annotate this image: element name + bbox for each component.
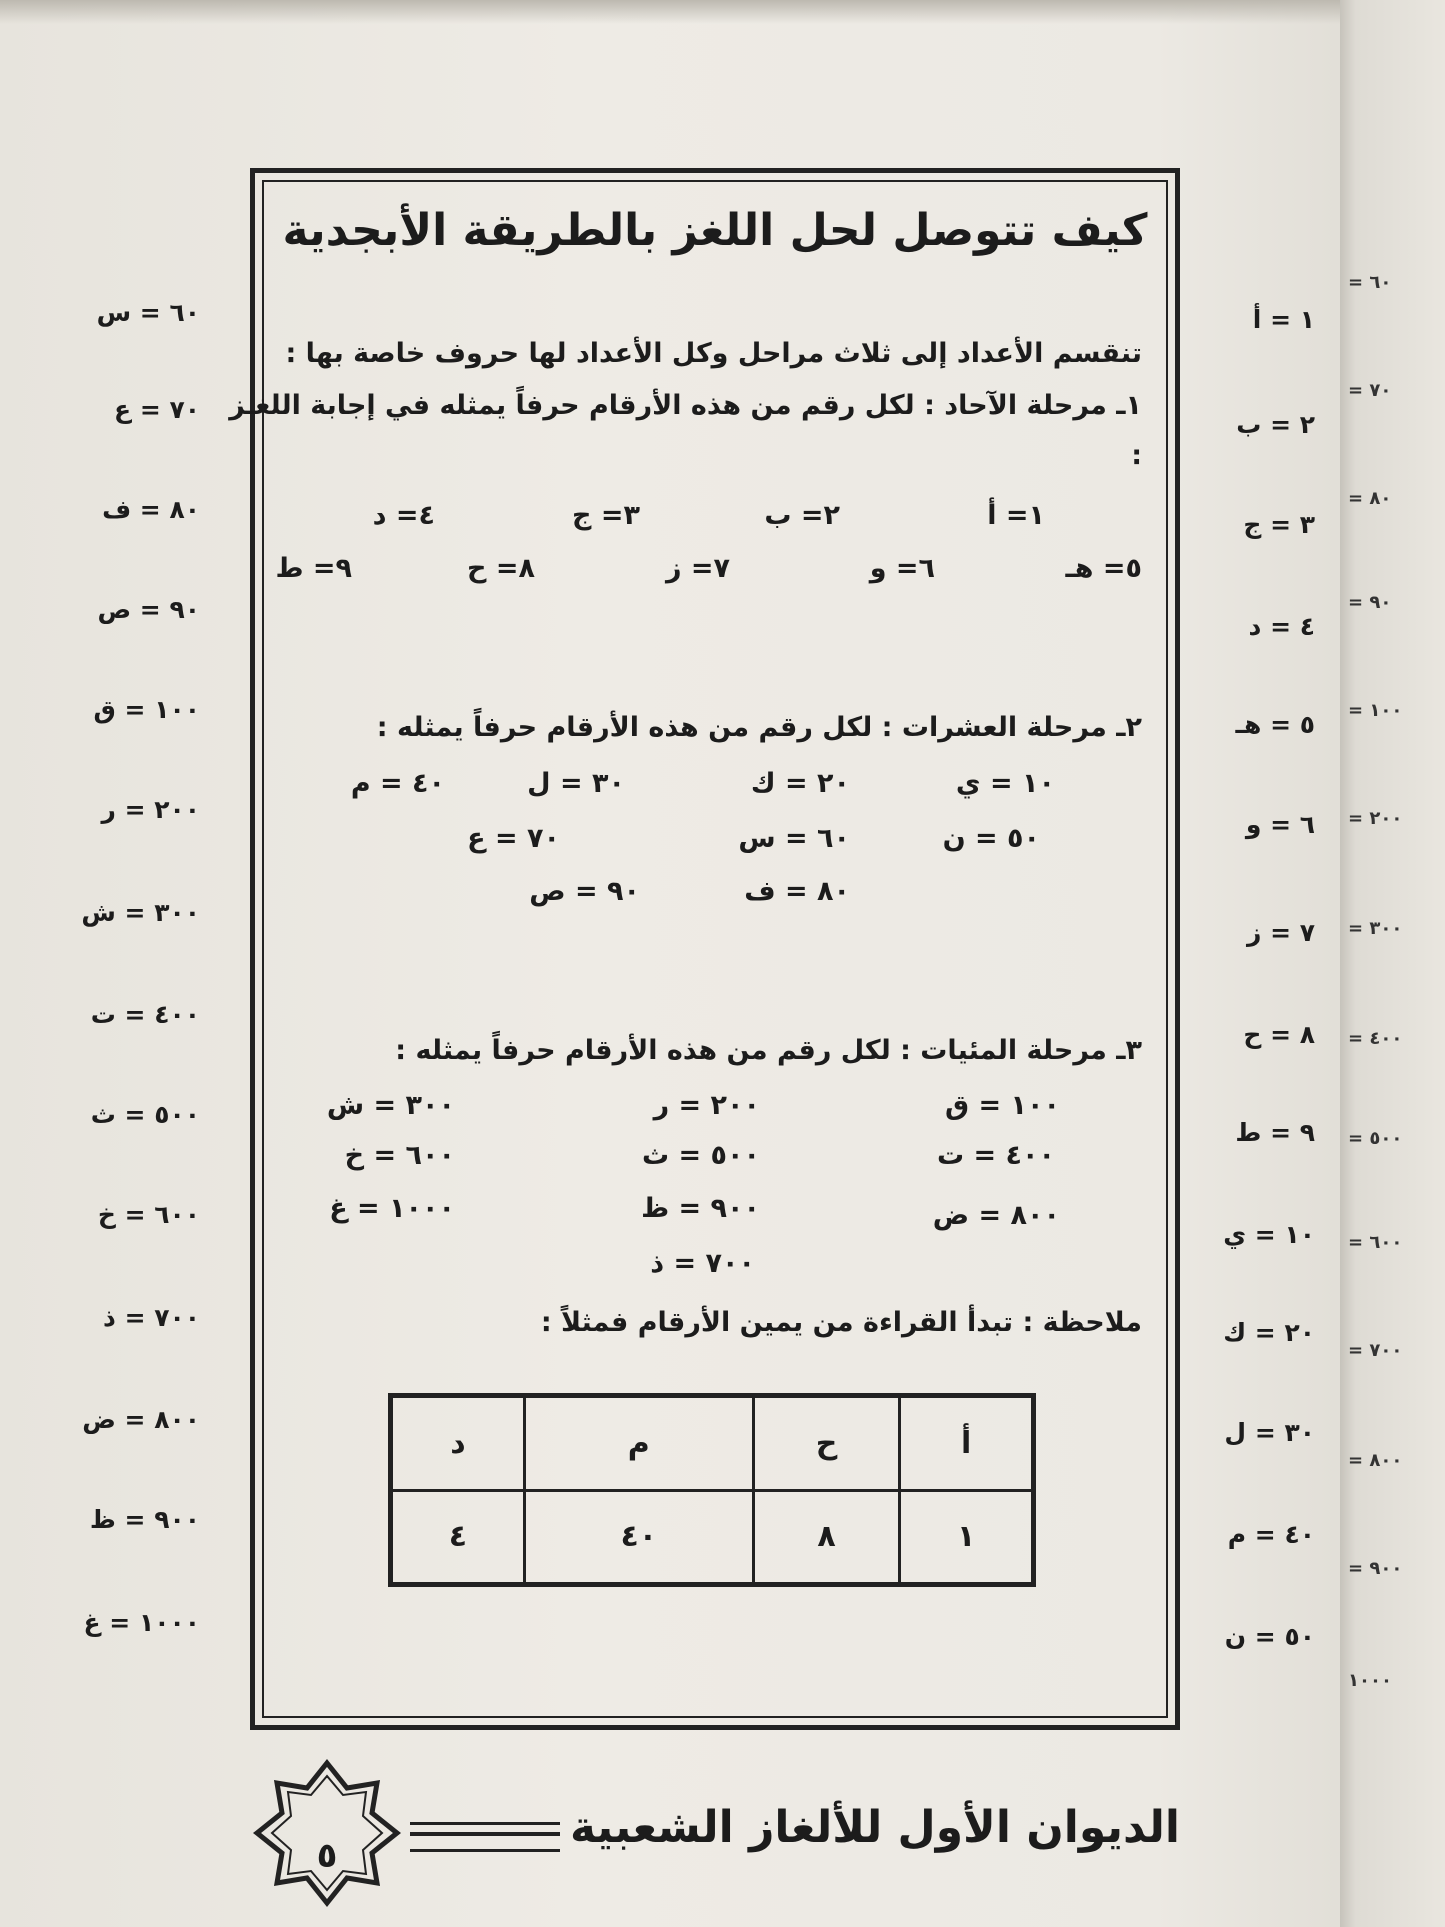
left-margin-item: ٧٠٠ = ذ — [103, 1303, 200, 1332]
stage1-value: ٧= ز — [665, 553, 730, 584]
left-margin-item: ٣٠٠ = ش — [81, 898, 200, 927]
right-edge-item: ١٠٠٠ — [1348, 1670, 1392, 1691]
table-cell: ٤٠ — [524, 1490, 753, 1585]
right-edge-item: ٨٠ = — [1348, 488, 1392, 509]
stage1-heading-colon: : — [1131, 440, 1142, 471]
stage1-value: ٨= ح — [467, 553, 535, 584]
right-margin-item: ٩ = ط — [1235, 1118, 1315, 1147]
table-cell: د — [391, 1396, 525, 1491]
right-edge-item: ٩٠ = — [1348, 592, 1392, 613]
left-margin-item: ١٠٠ = ق — [93, 695, 200, 724]
stage3-value: ٣٠٠ = ش — [326, 1090, 455, 1121]
right-edge-item: ٦٠ = — [1348, 272, 1392, 293]
right-edge-item: ٥٠٠ = — [1348, 1128, 1403, 1149]
stage2-value: ٦٠ = س — [738, 823, 850, 854]
right-margin-item: ١ = أ — [1252, 305, 1315, 334]
table-cell: ٤ — [391, 1490, 525, 1585]
table-row — [391, 1396, 1034, 1491]
stage1-value: ١= أ — [987, 500, 1045, 531]
right-margin-item: ٣ = ج — [1243, 510, 1315, 539]
right-margin-item: ٨ = ح — [1243, 1020, 1315, 1049]
page-footer — [250, 1800, 1180, 1876]
stage1-value: ٦= و — [869, 553, 935, 584]
left-margin-item: ٥٠٠ = ث — [90, 1100, 200, 1129]
right-margin-item: ٧ = ز — [1246, 918, 1315, 947]
left-margin-item: ١٠٠٠ = غ — [83, 1608, 200, 1637]
intro-text: تنقسم الأعداد إلى ثلاث مراحل وكل الأعداد لها حروف خاصة بها : — [285, 338, 1142, 369]
left-margin-item: ٨٠٠ = ض — [82, 1405, 200, 1434]
stage3-value: ٧٠٠ = ذ — [650, 1248, 755, 1279]
right-margin-item: ٤ = د — [1248, 612, 1315, 641]
stage3-value: ٥٠٠ = ث — [641, 1140, 760, 1171]
left-margin-item: ٤٠٠ = ت — [90, 1000, 200, 1029]
stage2-value: ٢٠ = ك — [750, 768, 850, 799]
right-edge-item: ٨٠٠ = — [1348, 1450, 1403, 1471]
left-margin-item: ٦٠ = س — [96, 298, 200, 327]
stage1-value: ٣= ج — [572, 500, 640, 531]
stage3-heading: ٣ـ مرحلة المئيات : لكل رقم من هذه الأرقام حرفاً يمثله : — [395, 1035, 1142, 1066]
right-edge-item: ٣٠٠ = — [1348, 918, 1403, 939]
right-edge-item: ٢٠٠ = — [1348, 808, 1403, 829]
stage2-value: ٧٠ = ع — [467, 823, 560, 854]
page-title: كيف تتوصل لحل اللغز بالطريقة الأبجدية — [282, 205, 1148, 256]
table-cell: أ — [900, 1396, 1034, 1491]
stage3-value: ٦٠٠ = خ — [344, 1140, 455, 1171]
stage2-value: ١٠ = ي — [955, 768, 1055, 799]
footer-divider — [410, 1822, 560, 1852]
right-margin-item: ٣٠ = ل — [1224, 1418, 1315, 1447]
table-cell: ٨ — [753, 1490, 899, 1585]
stage1-value: ٥= هـ — [1065, 553, 1142, 584]
table-row — [391, 1490, 1034, 1585]
stage2-value: ٩٠ = ص — [529, 876, 640, 907]
left-margin-item: ٩٠٠ = ظ — [89, 1505, 200, 1534]
example-table — [388, 1393, 1036, 1587]
right-edge-item: ١٠٠ = — [1348, 700, 1403, 721]
page-top-shadow — [0, 0, 1445, 24]
left-margin-item: ٩٠ = ص — [97, 595, 200, 624]
book-title: الديوان الأول للألغاز الشعبية — [569, 1802, 1180, 1853]
page-number: ٥ — [316, 1836, 338, 1876]
stage3-value: ١٠٠ = ق — [944, 1090, 1060, 1121]
right-margin-item: ٢٠ = ك — [1223, 1318, 1315, 1347]
left-margin-item: ٨٠ = ف — [102, 495, 200, 524]
right-margin-item: ٥٠ = ن — [1224, 1622, 1315, 1651]
left-margin-item: ٧٠ = ع — [114, 395, 200, 424]
left-margin-item: ٢٠٠ = ر — [101, 795, 200, 824]
right-edge-item: ٤٠٠ = — [1348, 1028, 1403, 1049]
stage3-value: ٢٠٠ = ر — [653, 1090, 760, 1121]
stage2-value: ٥٠ = ن — [942, 823, 1040, 854]
left-margin-item: ٦٠٠ = خ — [97, 1200, 200, 1229]
stage3-value: ٩٠٠ = ظ — [641, 1193, 760, 1224]
page-number-badge-icon — [252, 1758, 402, 1908]
stage1-value: ٩= ط — [275, 553, 352, 584]
right-edge-item: ٦٠٠ = — [1348, 1232, 1403, 1253]
note-text: ملاحظة : تبدأ القراءة من يمين الأرقام فمثلاً : — [540, 1307, 1142, 1338]
stage2-value: ٣٠ = ل — [527, 768, 625, 799]
stage1-heading: ١ـ مرحلة الآحاد : لكل رقم من هذه الأرقام حرفاً يمثله في إجابة اللغـز — [229, 390, 1142, 421]
right-margin-item: ٢ = ب — [1236, 410, 1315, 439]
stage1-value: ٢= ب — [764, 500, 840, 531]
stage3-value: ٨٠٠ = ض — [932, 1200, 1060, 1231]
stage2-value: ٤٠ = م — [350, 768, 445, 799]
right-edge-item: ٧٠ = — [1348, 380, 1392, 401]
stage2-heading: ٢ـ مرحلة العشرات : لكل رقم من هذه الأرقام حرفاً يمثله : — [376, 712, 1142, 743]
right-margin-item: ٤٠ = م — [1227, 1520, 1315, 1549]
stage1-value: ٤= د — [372, 500, 435, 531]
right-edge-item: ٧٠٠ = — [1348, 1340, 1403, 1361]
right-margin-item: ٥ = هـ — [1235, 710, 1315, 739]
table-cell: ١ — [900, 1490, 1034, 1585]
stage3-value: ١٠٠٠ = غ — [329, 1193, 455, 1224]
table-cell: م — [524, 1396, 753, 1491]
right-margin-item: ١٠ = ي — [1223, 1220, 1315, 1249]
stage2-value: ٨٠ = ف — [744, 876, 850, 907]
stage3-value: ٤٠٠ = ت — [936, 1140, 1055, 1171]
table-cell: ح — [753, 1396, 899, 1491]
right-margin-item: ٦ = و — [1245, 810, 1315, 839]
right-edge-item: ٩٠٠ = — [1348, 1558, 1403, 1579]
